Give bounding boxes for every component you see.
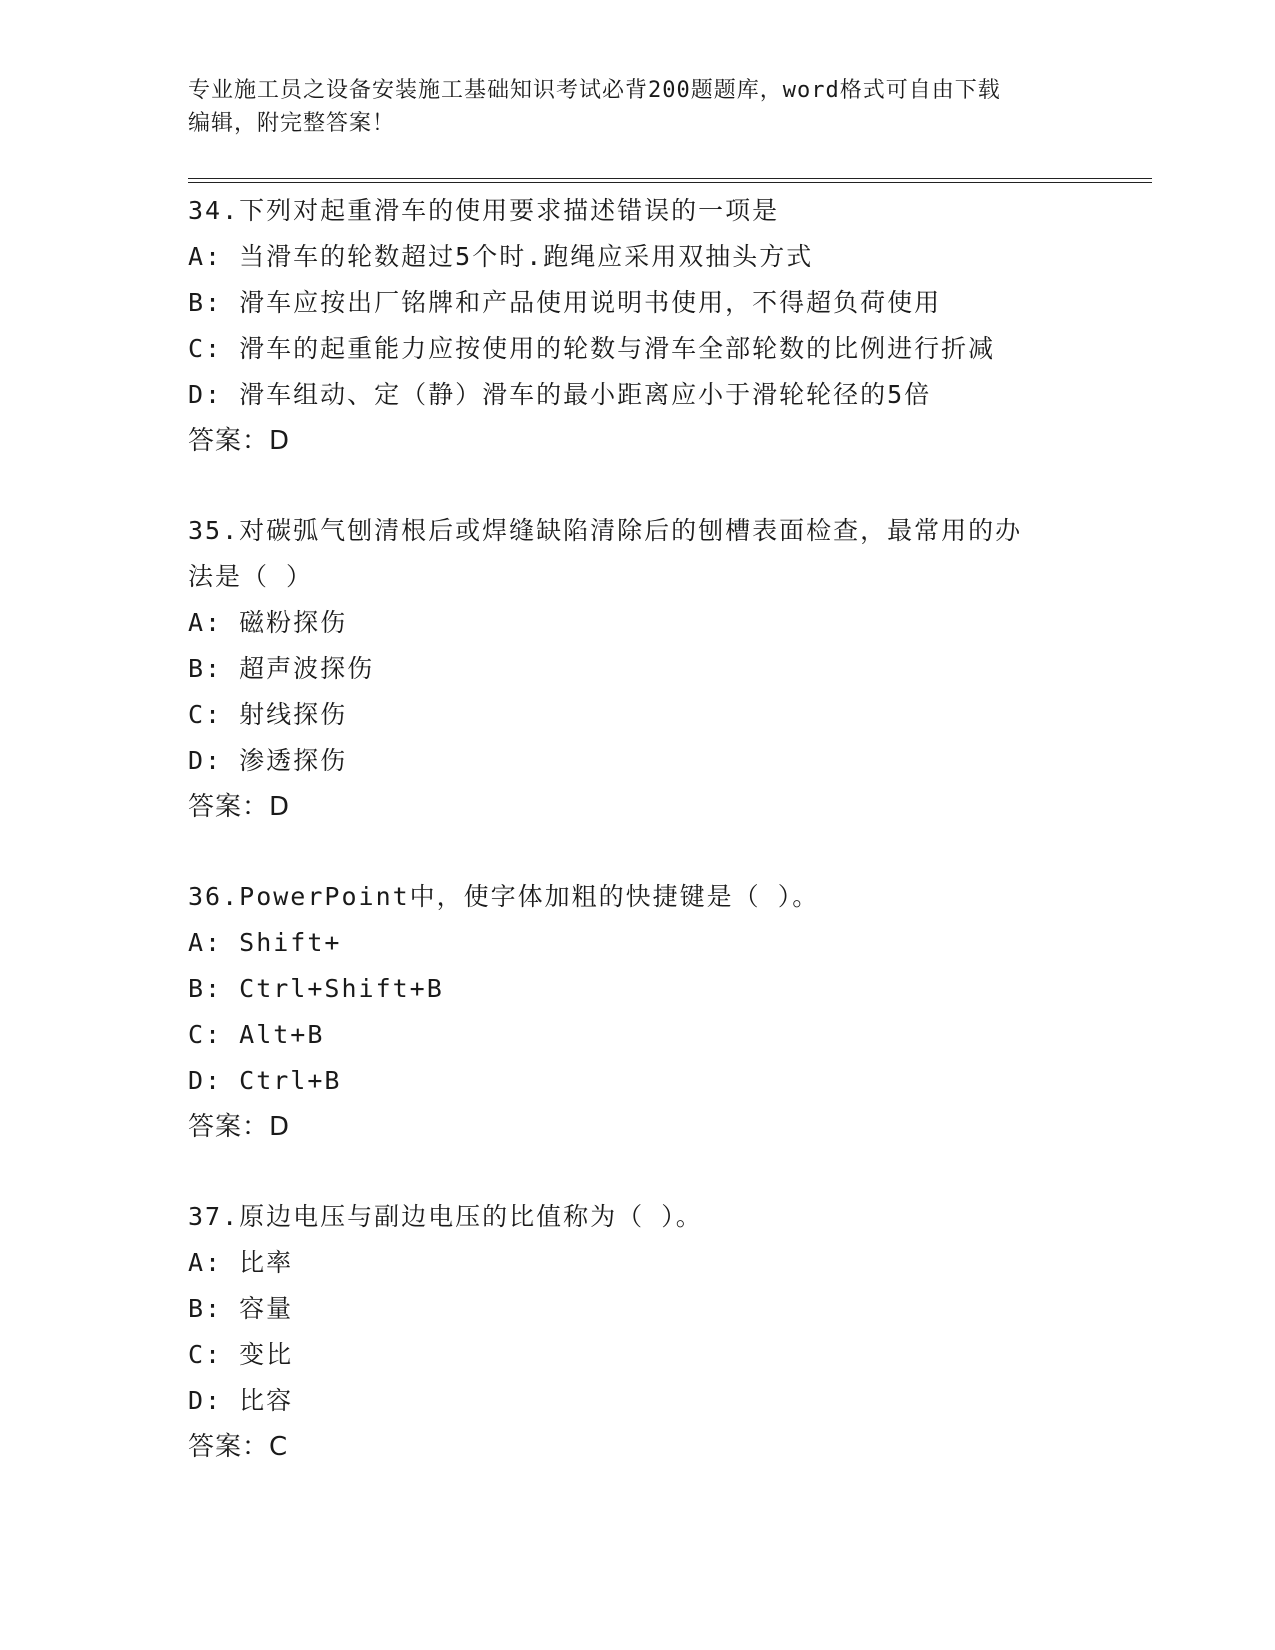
- question-text: 35.对碳弧气刨清根后或焊缝缺陷清除后的刨槽表面检查，最常用的办法是（ ）: [188, 516, 1023, 591]
- answer: 答案：C: [188, 1432, 289, 1462]
- question-34: [188, 188, 1088, 464]
- option-c: C: 滑车的起重能力应按使用的轮数与滑车全部轮数的比例进行折减: [188, 334, 996, 363]
- document-header: [188, 74, 1088, 140]
- option-d: D: Ctrl+B: [188, 1066, 342, 1095]
- option-b: B: 滑车应按出厂铭牌和产品使用说明书使用，不得超负荷使用: [188, 288, 942, 317]
- option-a: A: 当滑车的轮数超过5个时.跑绳应采用双抽头方式: [188, 242, 814, 271]
- option-d: D: 渗透探伤: [188, 746, 348, 775]
- option-c: C: 射线探伤: [188, 700, 348, 729]
- option-b: B: 超声波探伤: [188, 654, 375, 683]
- option-d: D: 比容: [188, 1386, 294, 1415]
- option-c: C: Alt+B: [188, 1020, 325, 1049]
- option-a: A: 磁粉探伤: [188, 608, 348, 637]
- option-a: A: 比率: [188, 1248, 294, 1277]
- option-d: D: 滑车组动、定（静）滑车的最小距离应小于滑轮轮径的5倍: [188, 380, 932, 409]
- option-c: C: 变比: [188, 1340, 294, 1369]
- header-line-2: 编辑，附完整答案！: [188, 111, 396, 136]
- answer: 答案：D: [188, 426, 291, 456]
- answer: 答案：D: [188, 1112, 291, 1142]
- header-divider: [188, 178, 1152, 183]
- question-36: [188, 874, 1088, 1150]
- question-text: 34.下列对起重滑车的使用要求描述错误的一项是: [188, 196, 780, 225]
- option-b: B: Ctrl+Shift+B: [188, 974, 444, 1003]
- question-35: [188, 508, 1088, 830]
- answer: 答案：D: [188, 792, 291, 822]
- header-line-1: 专业施工员之设备安装施工基础知识考试必背200题题库，word格式可自由下载: [188, 78, 1001, 103]
- question-text: 36.PowerPoint中，使字体加粗的快捷键是（ ）。: [188, 882, 820, 911]
- question-37: [188, 1194, 1088, 1470]
- option-a: A: Shift+: [188, 928, 342, 957]
- option-b: B: 容量: [188, 1294, 294, 1323]
- question-text: 37.原边电压与副边电压的比值称为（ ）。: [188, 1202, 703, 1231]
